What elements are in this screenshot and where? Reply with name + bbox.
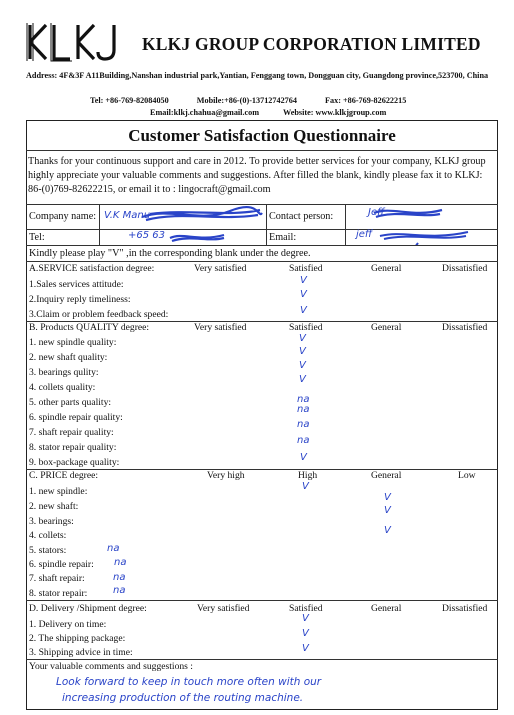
check-mark[interactable]: V	[299, 346, 306, 357]
company-website: Website: www.klkjgroup.com	[282, 108, 387, 117]
divider	[26, 600, 498, 601]
divider	[266, 204, 267, 245]
col-satisfied: Satisfied	[289, 322, 323, 333]
email-label: Email:	[269, 232, 297, 243]
col-dissatisfied: Dissatisfied	[442, 322, 488, 333]
intro-text: Thanks for your continuous support and care in 2012. To provide better services for your company, KLKJ group highly appreciate your valuable comments and suggestions. After filled the blank, kindly please fax it to KLKJ: 86-(0)769-82622215, or email it to : lingocraft@gmail.com	[28, 156, 486, 195]
col-very-satisfied: Very satisfied	[194, 322, 247, 333]
quality-item: 3. bearings qulity:	[29, 367, 99, 378]
col-dissatisfied: Dissatisfied	[442, 263, 488, 274]
company-email: Email:klkj.chahua@gmail.com	[150, 108, 260, 117]
service-item: 3.Claim or problem feedback speed:	[29, 309, 169, 320]
col-satisfied: Satisfied	[289, 603, 323, 614]
check-mark[interactable]: V	[302, 643, 309, 654]
na-mark[interactable]: na	[113, 572, 126, 583]
price-item: 2. new shaft:	[29, 501, 79, 512]
na-mark[interactable]: na	[113, 585, 126, 596]
col-satisfied: Satisfied	[289, 263, 323, 274]
na-mark[interactable]: na	[107, 543, 120, 554]
quality-heading: B. Products QUALITY degree:	[29, 322, 150, 333]
delivery-item: 3. Shipping advice in time:	[29, 647, 133, 658]
quality-item: 4. collets quality:	[29, 382, 96, 393]
fax-number: Fax: +86-769-82622215	[325, 96, 407, 105]
check-mark[interactable]: V	[384, 492, 391, 503]
price-item: 7. shaft repair:	[29, 573, 85, 584]
na-mark[interactable]: na	[297, 404, 310, 415]
check-mark[interactable]: V	[300, 289, 307, 300]
check-mark[interactable]: V	[300, 275, 307, 286]
quality-item: 1. new spindle quality:	[29, 337, 117, 348]
divider	[26, 261, 498, 262]
col-general: General	[371, 470, 402, 481]
check-mark[interactable]: V	[302, 481, 309, 492]
price-item: 1. new spindle:	[29, 486, 88, 497]
price-item: 4. collets:	[29, 530, 67, 541]
instruction-text: Kindly please play "V" ,in the corresponding blank under the degree.	[29, 248, 311, 259]
quality-item: 5. other parts quality:	[29, 397, 112, 408]
contact-person-value[interactable]: Jeff	[368, 207, 385, 218]
contact-person-label: Contact person:	[269, 211, 334, 222]
check-mark[interactable]: V	[299, 333, 306, 344]
comment-line-2[interactable]: increasing production of the routing machine.	[62, 692, 304, 704]
divider	[26, 659, 498, 660]
delivery-item: 2. The shipping package:	[29, 633, 126, 644]
price-item: 8. stator repair:	[29, 588, 88, 599]
redaction-scribble	[372, 204, 444, 222]
quality-item: 6. spindle repair quality:	[29, 412, 123, 423]
na-mark[interactable]: na	[297, 394, 310, 405]
price-item: 6. spindle repair:	[29, 559, 94, 570]
company-name: KLKJ GROUP CORPORATION LIMITED	[142, 34, 481, 54]
check-mark[interactable]: V	[300, 305, 307, 316]
divider	[99, 204, 100, 245]
company-name-value[interactable]: V.K Manu	[104, 210, 151, 221]
col-high: High	[298, 470, 318, 481]
check-mark[interactable]: V	[384, 525, 391, 536]
comments-label: Your valuable comments and suggestions :	[29, 661, 193, 672]
quality-item: 2. new shaft quality:	[29, 352, 108, 363]
divider	[26, 245, 498, 246]
col-general: General	[371, 263, 402, 274]
check-mark[interactable]: V	[299, 360, 306, 371]
check-mark[interactable]: V	[299, 374, 306, 385]
check-mark[interactable]: V	[302, 628, 309, 639]
service-heading: A.SERVICE satisfaction degree:	[29, 263, 155, 274]
contact-numbers	[90, 96, 432, 105]
email-value[interactable]: jeff	[356, 229, 373, 240]
tel-value[interactable]: +65 63	[128, 230, 166, 241]
mobile-number: Mobile:+86-(0)-13712742764	[196, 96, 297, 105]
col-very-satisfied: Very satisfied	[197, 603, 250, 614]
tel-number: Tel: +86-769-82084050	[90, 96, 169, 105]
redaction-scribble	[378, 227, 470, 245]
col-very-satisfied: Very satisfied	[194, 263, 247, 274]
col-very-high: Very high	[207, 470, 245, 481]
price-item: 3. bearings:	[29, 516, 74, 527]
divider	[345, 204, 346, 245]
price-item: 5. stators:	[29, 545, 67, 556]
delivery-heading: D. Delivery /Shipment degree:	[29, 603, 147, 614]
company-name-label: Company name:	[29, 211, 97, 222]
check-mark[interactable]: V	[384, 505, 391, 516]
redaction-scribble	[168, 230, 228, 244]
na-mark[interactable]: na	[114, 557, 127, 568]
service-item: 1.Sales services attitude:	[29, 279, 124, 290]
na-mark[interactable]: na	[297, 435, 310, 446]
quality-item: 8. stator repair quality:	[29, 442, 117, 453]
na-mark[interactable]: na	[297, 419, 310, 430]
col-dissatisfied: Dissatisfied	[442, 603, 488, 614]
col-general: General	[371, 603, 402, 614]
company-address: Address: 4F&3F A11Building,Nanshan industrial park,Yantian, Fenggang town, Dongguan city, Guangdong province,523700, China	[26, 71, 489, 80]
tel-label: Tel:	[29, 232, 45, 243]
col-general: General	[371, 322, 402, 333]
quality-item: 7. shaft repair quality:	[29, 427, 114, 438]
redaction-scribble	[140, 205, 265, 225]
col-low: Low	[458, 470, 476, 481]
quality-item: 9. box-package quality:	[29, 457, 120, 468]
delivery-item: 1. Delivery on time:	[29, 619, 107, 630]
check-mark[interactable]: V	[302, 613, 309, 624]
comment-line-1[interactable]: Look forward to keep in touch more often with our	[56, 676, 322, 688]
check-mark[interactable]: V	[300, 452, 307, 463]
divider	[26, 150, 498, 151]
questionnaire-title: Customer Satisfaction Questionnaire	[128, 126, 396, 145]
price-heading: C. PRICE degree:	[29, 470, 99, 481]
service-item: 2.Inquiry reply timeliness:	[29, 294, 131, 305]
contact-web	[150, 108, 408, 117]
klkj-logo	[26, 22, 124, 62]
